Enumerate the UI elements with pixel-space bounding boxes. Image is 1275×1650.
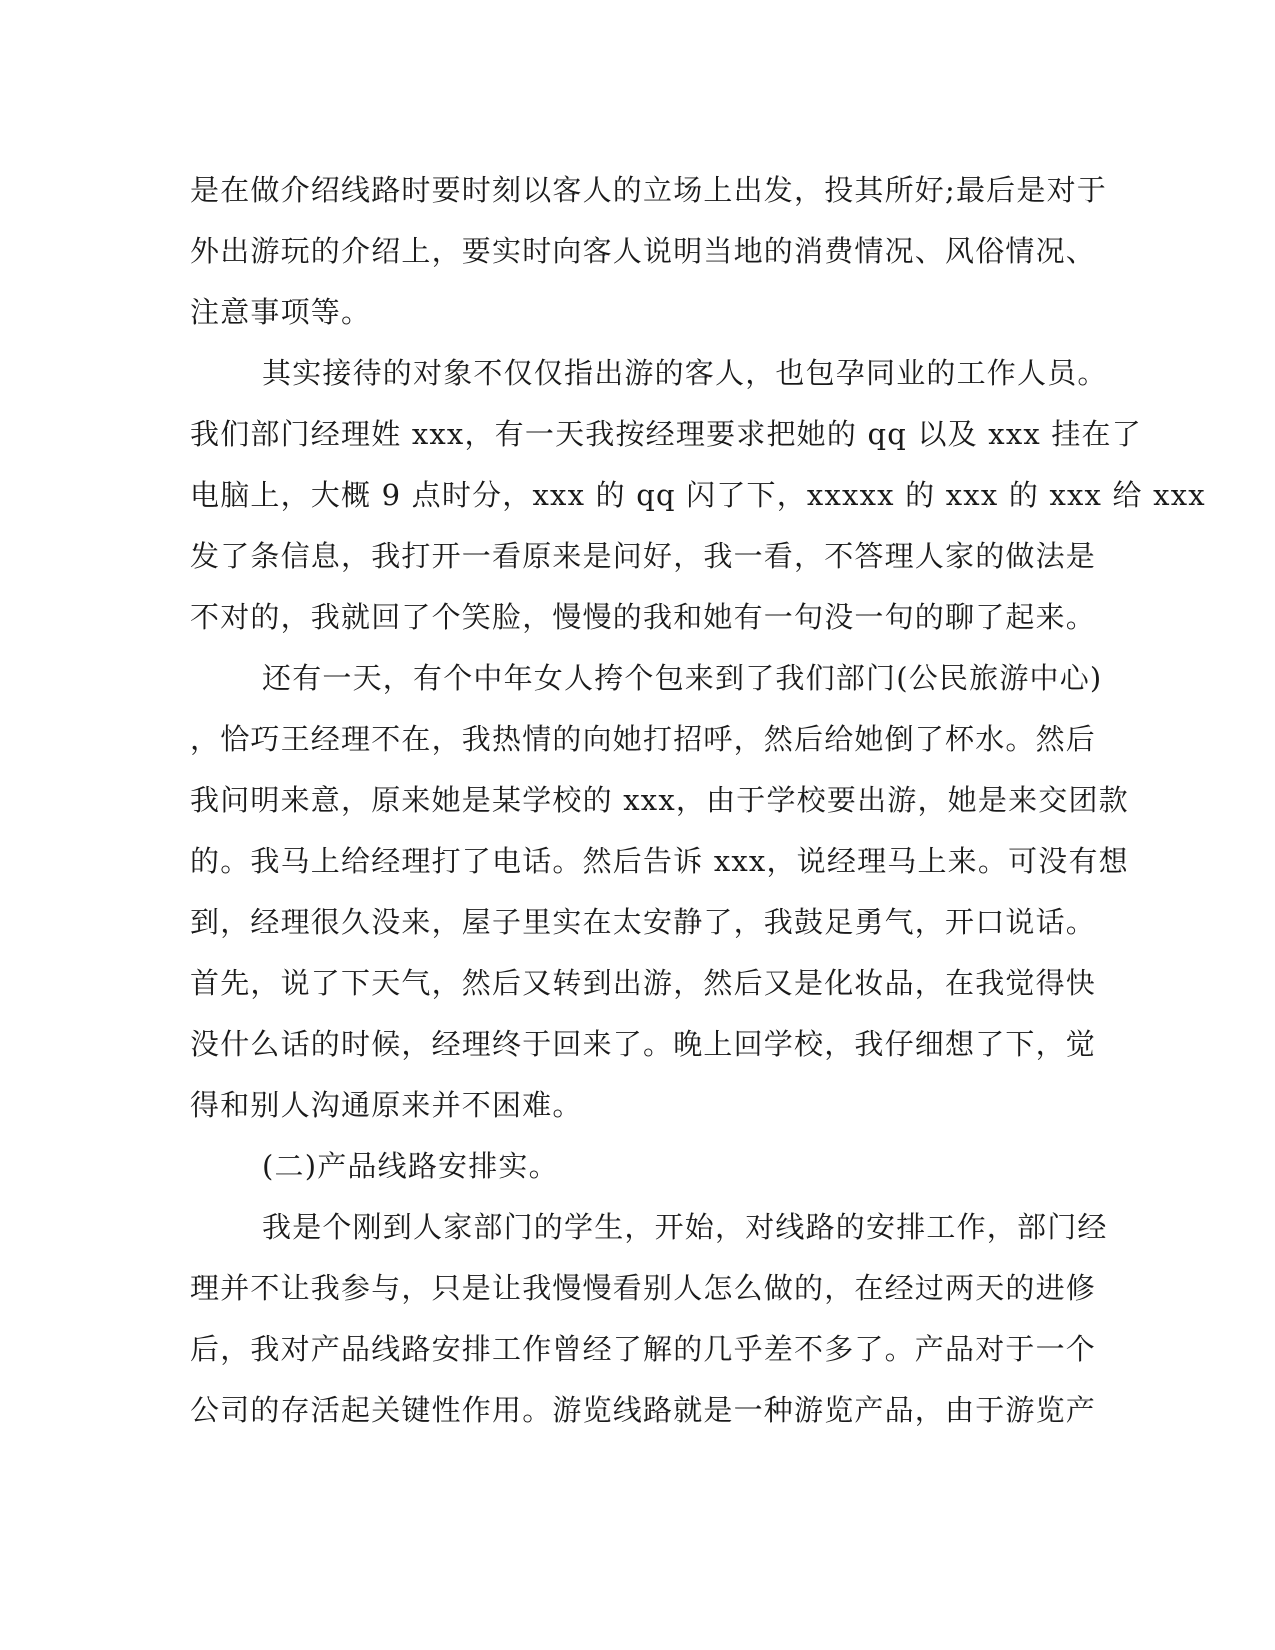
text-line: 电脑上，大概 9 点时分，xxx 的 qq 闪了下，xxxxx 的 xxx 的 xxx 给 xxx <box>190 478 1206 512</box>
body-text <box>190 160 1206 1441</box>
text-line: (二)产品线路安排实。 <box>262 1149 559 1183</box>
text-line: 理并不让我参与，只是让我慢慢看别人怎么做的，在经过两天的进修 <box>190 1271 1097 1305</box>
text-line: 注意事项等。 <box>190 295 372 329</box>
text-line: 我问明来意，原来她是某学校的 xxx，由于学校要出游，她是来交团款 <box>190 783 1129 817</box>
text-line: ，恰巧王经理不在，我热情的向她打招呼，然后给她倒了杯水。然后 <box>190 722 1097 756</box>
text-line: 是在做介绍线路时要时刻以客人的立场上出发，投其所好;最后是对于 <box>190 173 1107 207</box>
text-line: 我们部门经理姓 xxx，有一天我按经理要求把她的 qq 以及 xxx 挂在了 <box>190 417 1142 451</box>
text-line: 其实接待的对象不仅仅指出游的客人，也包孕同业的工作人员。 <box>262 356 1108 390</box>
text-line: 后，我对产品线路安排工作曾经了解的几乎差不多了。产品对于一个 <box>190 1332 1097 1366</box>
text-line: 到，经理很久没来，屋子里实在太安静了，我鼓足勇气，开口说话。 <box>190 905 1097 939</box>
text-line: 发了条信息，我打开一看原来是问好，我一看，不答理人家的做法是 <box>190 539 1097 573</box>
text-line: 还有一天，有个中年女人挎个包来到了我们部门(公民旅游中心) <box>262 661 1103 695</box>
text-line: 没什么话的时候，经理终于回来了。晚上回学校，我仔细想了下，觉 <box>190 1027 1097 1061</box>
text-line: 首先，说了下天气，然后又转到出游，然后又是化妆品，在我觉得快 <box>190 966 1097 1000</box>
text-line: 得和别人沟通原来并不困难。 <box>190 1088 583 1122</box>
text-line: 我是个刚到人家部门的学生，开始，对线路的安排工作，部门经 <box>262 1210 1108 1244</box>
text-line: 的。我马上给经理打了电话。然后告诉 xxx，说经理马上来。可没有想 <box>190 844 1129 878</box>
text-line: 外出游玩的介绍上，要实时向客人说明当地的消费情况、风俗情况、 <box>190 234 1097 268</box>
text-line: 公司的存活起关键性作用。游览线路就是一种游览产品，由于游览产 <box>190 1393 1097 1427</box>
text-line: 不对的，我就回了个笑脸，慢慢的我和她有一句没一句的聊了起来。 <box>190 600 1097 634</box>
